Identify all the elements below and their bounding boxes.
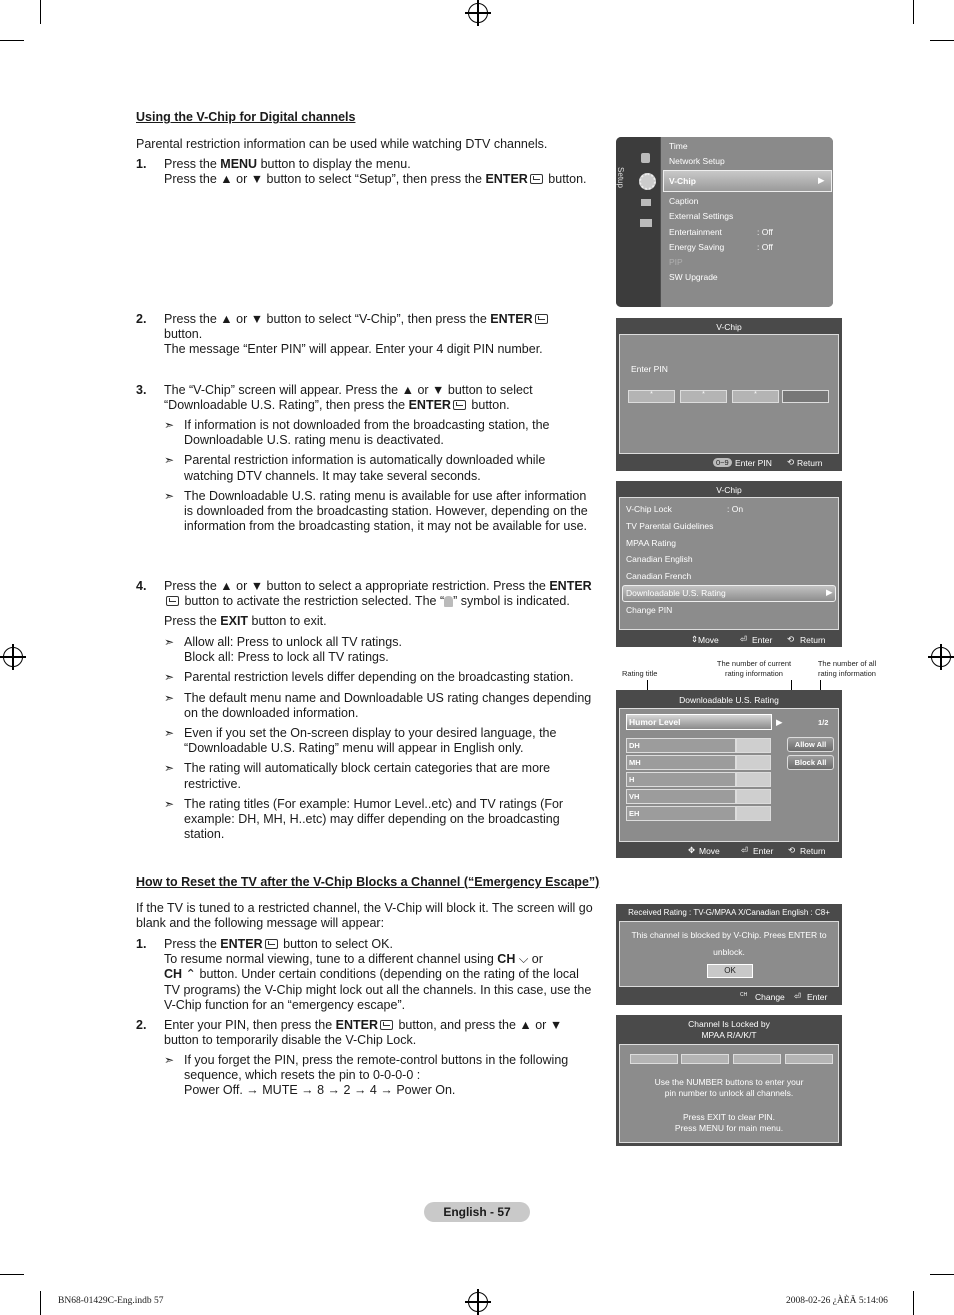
- setup-side-label: Setup: [615, 167, 625, 188]
- blocked-channel-screen: [616, 904, 842, 1005]
- note-arrow-icon: ➣: [164, 670, 175, 685]
- step-number: 1.: [136, 937, 147, 951]
- block-all-button[interactable]: Block All: [787, 755, 834, 770]
- step-number: 3.: [136, 383, 147, 397]
- downloadable-rating-screen: [616, 690, 842, 858]
- crop-mark: [930, 1274, 954, 1275]
- vchip-lock-value: : On: [727, 504, 744, 514]
- gear-icon: [639, 173, 656, 190]
- note-arrow-icon: ➣: [164, 635, 175, 649]
- menu-item-sw-upgrade[interactable]: SW Upgrade: [669, 272, 718, 282]
- step1-text: Press the MENU button to display the menu. Press the ▲ or ▼ button to select “Setup”, then press the ENTER button.: [164, 157, 587, 187]
- blocked-message: This channel is blocked by V-Chip. Prees ENTER to unblock.: [631, 930, 827, 957]
- channel-updown-icon: CH: [740, 992, 748, 998]
- menu-item-time[interactable]: Time: [669, 141, 688, 151]
- note-arrow-icon: ➣: [164, 761, 175, 776]
- menu-sidebar: [616, 137, 660, 307]
- vchip-item-lock[interactable]: V-Chip Lock: [626, 504, 672, 514]
- move-icon: ✥: [688, 845, 696, 855]
- step-number: 4.: [136, 579, 147, 593]
- pin-digit-box[interactable]: *: [680, 390, 727, 403]
- emergency-step1-text: Press the ENTER button to select OK. To resume normal viewing, tune to a different channel using CH ⌵ or CH ⌃ button. Under certain conditions (depending on the rating of the local TV programs) the V-Chip might lock out all the channels. In this case, use the V-Chip function for an “emergency escape”.: [164, 937, 592, 1012]
- enter-icon: ⏎: [740, 634, 748, 644]
- vchip-menu-screen: [616, 481, 842, 647]
- rating-label: MH: [629, 758, 641, 767]
- menu-item-pip: PIP: [669, 257, 683, 267]
- pin-digit-box[interactable]: [630, 1054, 678, 1064]
- footer-enter-pin: Enter PIN: [735, 458, 772, 468]
- footer-move: Move: [698, 635, 719, 645]
- vchip-item-change-pin[interactable]: Change PIN: [626, 605, 673, 615]
- rating-lock-cell[interactable]: [736, 806, 771, 821]
- imprint-date: 2008-02-26 ¿ÀÈÄ 5:14:06: [786, 1296, 888, 1306]
- received-rating-title: Received Rating : TV-G/MPAA X/Canadian English : C8+: [628, 908, 830, 917]
- number-key-badge: 0~9: [713, 458, 732, 467]
- step4-text: Press the ▲ or ▼ button to select a appropriate restriction. Press the ENTER button to activate the restriction selected. The “ ” symbol is indicated. Press the EXIT button to exit.: [164, 579, 592, 629]
- locked-title: Channel Is Locked by MPAA R/A/K/T: [688, 1019, 770, 1040]
- enter-icon: [265, 939, 278, 949]
- return-icon: ⟲: [787, 457, 795, 467]
- enter-icon: [380, 1020, 393, 1030]
- enter-pin-label: Enter PIN: [631, 364, 668, 374]
- return-icon: ⟲: [787, 634, 795, 644]
- ok-button[interactable]: OK: [707, 964, 753, 978]
- chevron-right-icon: ▶: [776, 717, 783, 727]
- rating-label: EH: [629, 809, 640, 818]
- footer-enter: Enter: [752, 635, 773, 645]
- screen-title: V-Chip: [716, 322, 742, 332]
- picture-icon: [641, 153, 650, 163]
- vchip-item-tv-parental[interactable]: TV Parental Guidelines: [626, 521, 714, 531]
- step-number: 2.: [136, 1018, 147, 1032]
- vchip-item-downloadable[interactable]: Downloadable U.S. Rating: [626, 588, 726, 598]
- setup-menu-screen: [616, 137, 833, 307]
- rating-page-count: 1/2: [818, 718, 829, 727]
- rating-label: H: [629, 775, 635, 784]
- enter-icon: ⏎: [794, 991, 802, 1001]
- input-icon: [640, 219, 652, 227]
- footer-return: Return: [800, 846, 826, 856]
- crop-mark: [0, 1274, 24, 1275]
- footer-change: Change: [755, 992, 785, 1002]
- enter-icon: [535, 314, 548, 324]
- vchip-item-canadian-french[interactable]: Canadian French: [626, 571, 692, 581]
- note-arrow-icon: ➣: [164, 418, 175, 432]
- vchip-item-mpaa[interactable]: MPAA Rating: [626, 538, 676, 548]
- menu-item-network-setup[interactable]: Network Setup: [669, 156, 725, 166]
- rating-lock-cell[interactable]: [736, 755, 771, 770]
- rating-row[interactable]: [626, 789, 736, 804]
- note-list: ➣ Allow all: Press to unlock all TV ratings. Block all: Press to lock all TV ratings. ➣ Parental restriction levels differ depending on the broadcasting station. ➣ The default menu name and Downloadable US rating changes depending on the downloaded information. ➣ Even if you set the On-screen display to your desired language, the “Downloadable U.S. Rating” menu will appear in English only. ➣ The rating will automatically block certain categories that are more restrictive. ➣ The rating titles (For example: Humor Level..etc) and TV ratings (For example: DH, MH, H..etc) may differ depending on the broadcasting station.: [164, 635, 592, 842]
- intro-text: Parental restriction information can be used while watching DTV channels.: [136, 137, 548, 151]
- registration-mark-icon: [3, 647, 23, 667]
- note-arrow-icon: ➣: [164, 796, 175, 811]
- pin-digit-box[interactable]: [733, 1054, 781, 1064]
- rating-row[interactable]: [626, 755, 736, 770]
- chevron-right-icon: ▶: [818, 175, 825, 185]
- enter-icon: [530, 174, 543, 184]
- footer-enter: Enter: [753, 846, 774, 856]
- lock-icon: [444, 596, 453, 607]
- page-number-badge: English - 57: [424, 1202, 530, 1222]
- footer-return: Return: [800, 635, 826, 645]
- footer-enter: Enter: [807, 992, 828, 1002]
- step3-text: The “V-Chip” screen will appear. Press the ▲ or ▼ button to select “Downloadable U.S. Rating”, then press the ENTER button.: [164, 383, 533, 413]
- note-arrow-icon: ➣: [164, 488, 175, 503]
- imprint-file: BN68-01429C-Eng.indb 57: [58, 1296, 164, 1306]
- note-arrow-icon: ➣: [164, 726, 175, 741]
- rating-label: DH: [629, 741, 640, 750]
- note-list: ➣ If information is not downloaded from the broadcasting station, the Downloadable U.S. rating menu is deactivated. ➣ Parental restriction information is automatically downloaded while watching DTV channels. It may take several seconds. ➣ The Downloadable U.S. rating menu is available for use after information is downloaded from the broadcasting station. However, depending on the information from the broadcasting station, it may not be available for use.: [164, 418, 588, 534]
- crop-mark: [930, 40, 954, 41]
- screen-title: V-Chip: [716, 485, 742, 495]
- crop-mark: [913, 0, 914, 24]
- intro-text: If the TV is tuned to a restricted channel, the V-Chip will block it. The screen will go blank and the following message will appear:: [136, 901, 593, 931]
- energy-saving-value: : Off: [757, 242, 773, 252]
- pin-digit-box[interactable]: [785, 1054, 833, 1064]
- callout-rating-title: Rating title: [622, 669, 658, 678]
- vchip-item-canadian-english[interactable]: Canadian English: [626, 554, 693, 564]
- step-number: 2.: [136, 312, 147, 326]
- chevron-right-icon: ▶: [826, 587, 833, 597]
- footer-return: Return: [797, 458, 823, 468]
- pin-digit-box[interactable]: *: [732, 390, 779, 403]
- menu-item-external-settings[interactable]: External Settings: [669, 211, 734, 221]
- enter-icon: [166, 596, 179, 606]
- registration-mark-icon: [468, 3, 488, 23]
- rating-label: VH: [629, 792, 640, 801]
- move-icon: ⇕: [691, 634, 699, 644]
- locked-exit-instructions: Press EXIT to clear PIN. Press MENU for main menu.: [674, 1112, 784, 1133]
- rating-lock-cell[interactable]: [736, 772, 771, 787]
- rating-row[interactable]: [626, 738, 736, 753]
- rating-lock-cell[interactable]: [736, 789, 771, 804]
- pin-digit-box[interactable]: [681, 1054, 729, 1064]
- menu-item-caption[interactable]: Caption: [669, 196, 699, 206]
- note-list: ➣ If you forget the PIN, press the remote-control buttons in the following sequence, which resets the pin to 0-0-0-0 : Power Off. → MUTE → 8 → 2 → 4 → Power On.: [164, 1053, 569, 1098]
- callout-all: The number of all rating information: [817, 659, 877, 678]
- note-arrow-icon: ➣: [164, 690, 175, 705]
- callout-current: The number of current rating information: [716, 659, 792, 678]
- crop-mark: [40, 0, 41, 24]
- enter-icon: ⏎: [741, 845, 749, 855]
- screen-title: Downloadable U.S. Rating: [679, 695, 779, 705]
- chevron-up-icon: ⌃: [182, 967, 197, 982]
- note-arrow-icon: ➣: [164, 453, 175, 468]
- pin-digit-box[interactable]: *: [628, 390, 675, 403]
- entertainment-value: : Off: [757, 227, 773, 237]
- note-arrow-icon: ➣: [164, 1053, 175, 1067]
- rating-row[interactable]: [626, 772, 736, 787]
- section-heading: How to Reset the TV after the V-Chip Blocks a Channel (“Emergency Escape”): [136, 875, 600, 889]
- registration-mark-icon: [931, 647, 951, 667]
- menu-item-vchip[interactable]: V-Chip: [669, 176, 696, 186]
- emergency-step2-text: Enter your PIN, then press the ENTER button, and press the ▲ or ▼ button to temporarily disable the V-Chip Lock.: [164, 1018, 563, 1048]
- crop-mark: [0, 40, 24, 41]
- step-number: 1.: [136, 157, 147, 171]
- rating-level-title: Humor Level: [629, 717, 681, 727]
- menu-item-energy-saving[interactable]: Energy Saving: [669, 242, 725, 252]
- pin-digit-box-active[interactable]: [782, 390, 829, 403]
- enter-pin-screen: [616, 318, 842, 471]
- chevron-down-icon: ⌵: [515, 952, 529, 967]
- crop-mark: [913, 1291, 914, 1315]
- return-icon: ⟲: [788, 845, 796, 855]
- rating-row[interactable]: [626, 806, 736, 821]
- step2-text: Press the ▲ or ▼ button to select “V-Chip”, then press the ENTER button. The message “Enter PIN” will appear. Enter your 4 digit PIN number.: [164, 312, 550, 358]
- allow-all-button[interactable]: Allow All: [787, 737, 834, 752]
- section-heading: Using the V-Chip for Digital channels: [136, 110, 356, 124]
- enter-icon: [453, 400, 466, 410]
- menu-item-entertainment[interactable]: Entertainment: [669, 227, 722, 237]
- crop-mark: [40, 1291, 41, 1315]
- rating-lock-cell[interactable]: [736, 738, 771, 753]
- sound-icon: [641, 199, 651, 206]
- registration-mark-icon: [468, 1292, 488, 1312]
- channel-locked-screen: [616, 1015, 842, 1146]
- locked-instructions: Use the NUMBER buttons to enter your pin number to unlock all channels.: [654, 1077, 804, 1098]
- footer-move: Move: [699, 846, 720, 856]
